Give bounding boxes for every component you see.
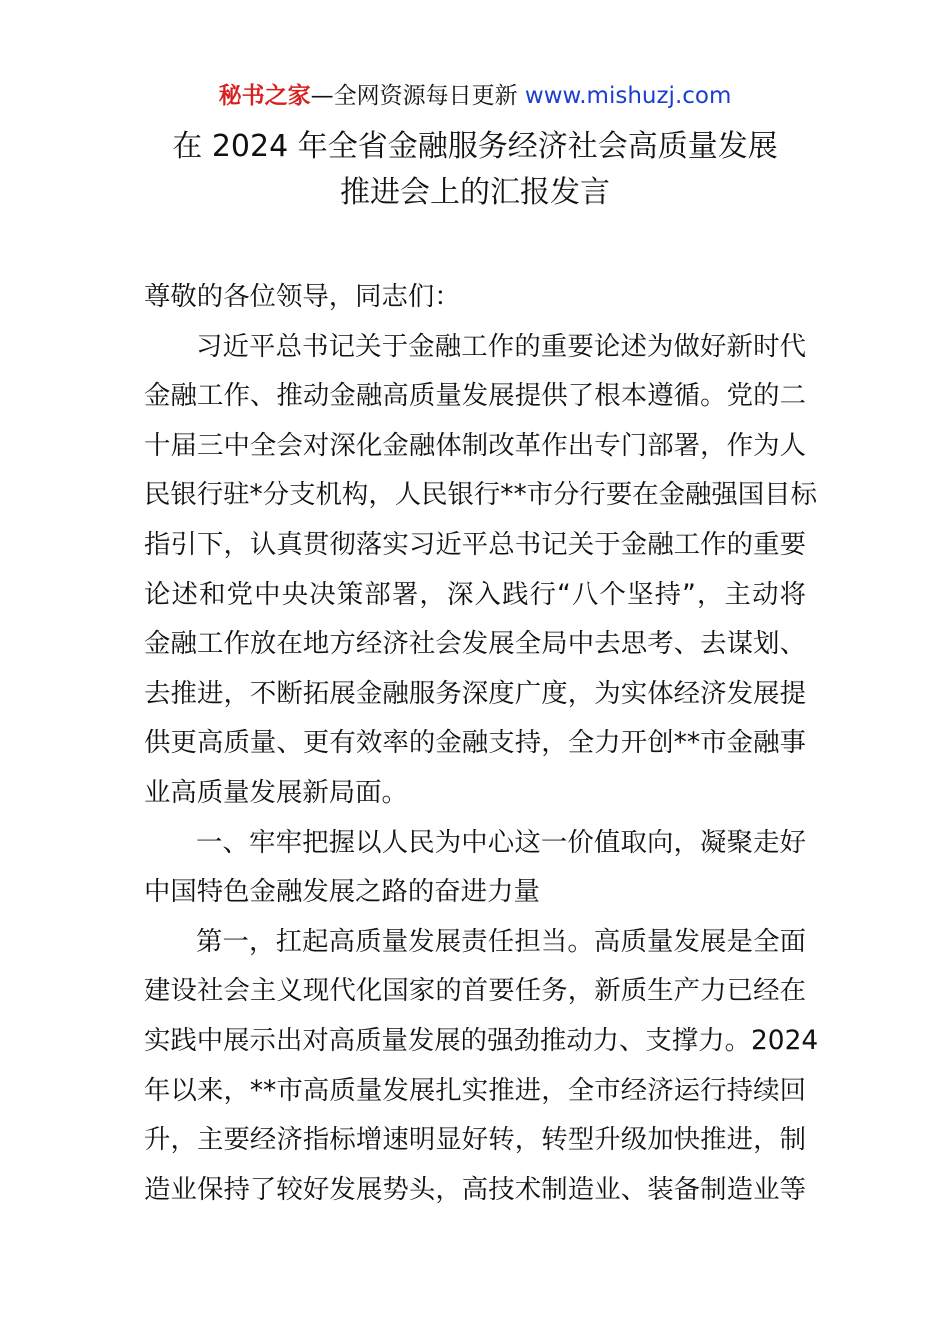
paragraph-line: 金融工作、推动金融高质量发展提供了根本遵循。党的二 [144,380,806,412]
heading-line: 中国特色金融发展之路的奋进力量 [144,876,540,908]
salutation: 尊敬的各位领导，同志们： [144,281,461,312]
paragraph-line: 十届三中全会对深化金融体制改革作出专门部署，作为人 [144,429,806,461]
paragraph-line: 论述和党中央决策部署，深入践行“八个坚持”，主动将 [144,578,806,610]
paragraph-line: 建设社会主义现代化国家的首要任务，新质生产力已经在 [144,975,806,1007]
brand-name: 秘书之家 [218,83,311,109]
title-line-2: 推进会上的汇报发言 [340,175,610,210]
site-header [0,80,950,112]
header-url-link[interactable]: www.mishuzj.com [524,83,732,109]
document-title [0,124,950,216]
heading-line: 一、牢牢把握以人民为中心这一价值取向，凝聚走好 [196,826,806,858]
paragraph-line: 指引下，认真贯彻落实习近平总书记关于金融工作的重要 [144,528,806,560]
paragraph-line: 第一，扛起高质量发展责任担当。高质量发展是全面 [196,925,806,957]
paragraph-2 [144,917,819,1215]
title-line-1: 在 2024 年全省金融服务经济社会高质量发展 [172,129,778,164]
paragraph-line: 供更高质量、更有效率的金融支持，全力开创**市金融事 [144,727,806,759]
paragraph-line: 金融工作放在地方经济社会发展全局中去思考、去谋划、 [144,628,806,660]
paragraph-line: 升，主要经济指标增速明显好转，转型升级加快推进，制 [144,1124,806,1156]
paragraph-1 [144,322,817,818]
paragraph-line: 民银行驻*分支机构，人民银行**市分行要在金融强国目标 [144,479,817,511]
paragraph-line: 实践中展示出对高质量发展的强劲推动力、支撑力。2024 [144,1024,819,1056]
paragraph-line: 习近平总书记关于金融工作的重要论述为做好新时代 [196,330,806,362]
document-body [144,272,819,1214]
paragraph-line: 业高质量发展新局面。 [144,776,408,808]
section-heading-1 [144,818,806,917]
paragraph-line: 年以来，**市高质量发展扎实推进，全市经济运行持续回 [144,1074,806,1106]
header-tagline: —全网资源每日更新 [310,83,518,109]
paragraph-line: 去推进，不断拓展金融服务深度广度，为实体经济发展提 [144,677,806,709]
paragraph-line: 造业保持了较好发展势头，高技术制造业、装备制造业等 [144,1173,806,1205]
